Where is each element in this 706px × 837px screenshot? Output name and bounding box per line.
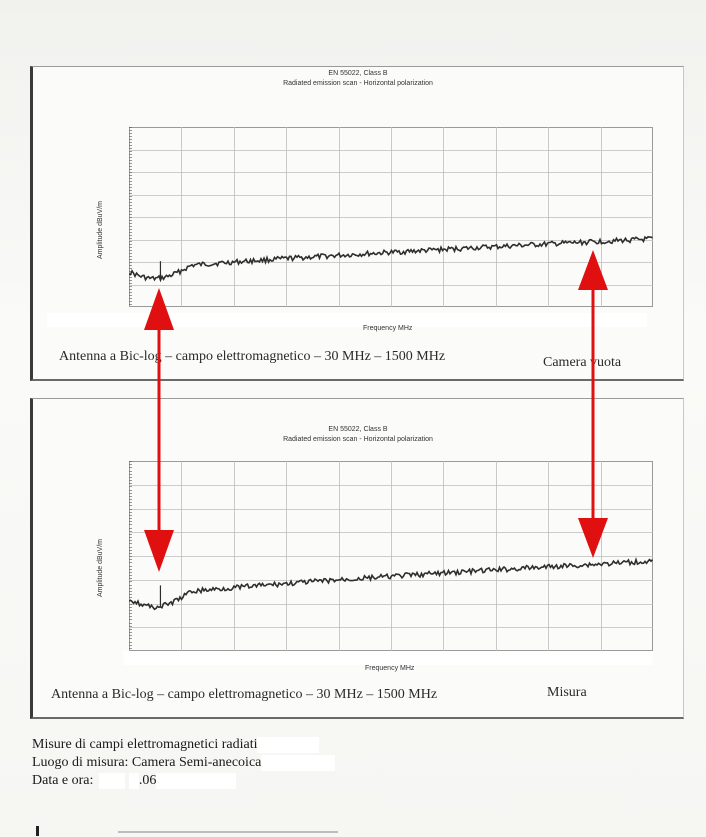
info-date: Data e ora: .06	[32, 772, 335, 790]
chart-standard-label: EN 55022, Class B	[328, 426, 388, 433]
chart-scan-title: Radiated emission scan - Horizontal polarization	[283, 436, 433, 443]
right-double-arrow	[578, 250, 608, 558]
scan-edge-mark	[36, 826, 39, 836]
redaction	[257, 737, 319, 753]
info-location: Luogo di misura: Camera Semi-anecoica	[32, 754, 335, 772]
chart-caption: Antenna a Bic-log – campo elettromagnetico – 30 MHz – 1500 MHz	[51, 687, 438, 702]
chart-x-axis-label: Frequency MHz	[365, 665, 415, 672]
redaction	[99, 773, 125, 789]
chart-x-axis-label: Frequency MHz	[363, 325, 413, 332]
left-double-arrow	[144, 288, 174, 572]
redaction	[261, 755, 335, 771]
chart-standard-label: EN 55022, Class B	[328, 70, 388, 77]
chart-tag-empty-chamber: Camera vuota	[543, 355, 622, 370]
chart-caption: Antenna a Bic-log – campo elettromagnetico – 30 MHz – 1500 MHz	[59, 349, 446, 364]
redaction	[129, 773, 139, 789]
chart-y-axis-label: Amplitude dBuV/m	[97, 539, 104, 597]
measurement-info	[32, 736, 335, 790]
chart-y-axis-label: Amplitude dBuV/m	[97, 201, 104, 259]
redaction	[156, 773, 236, 789]
scan-edge-line	[118, 831, 338, 833]
chart-tag-measurement: Misura	[547, 685, 587, 700]
chart-scan-title: Radiated emission scan - Horizontal polarization	[283, 80, 433, 87]
info-title: Misure di campi elettromagnetici radiati	[32, 736, 335, 754]
